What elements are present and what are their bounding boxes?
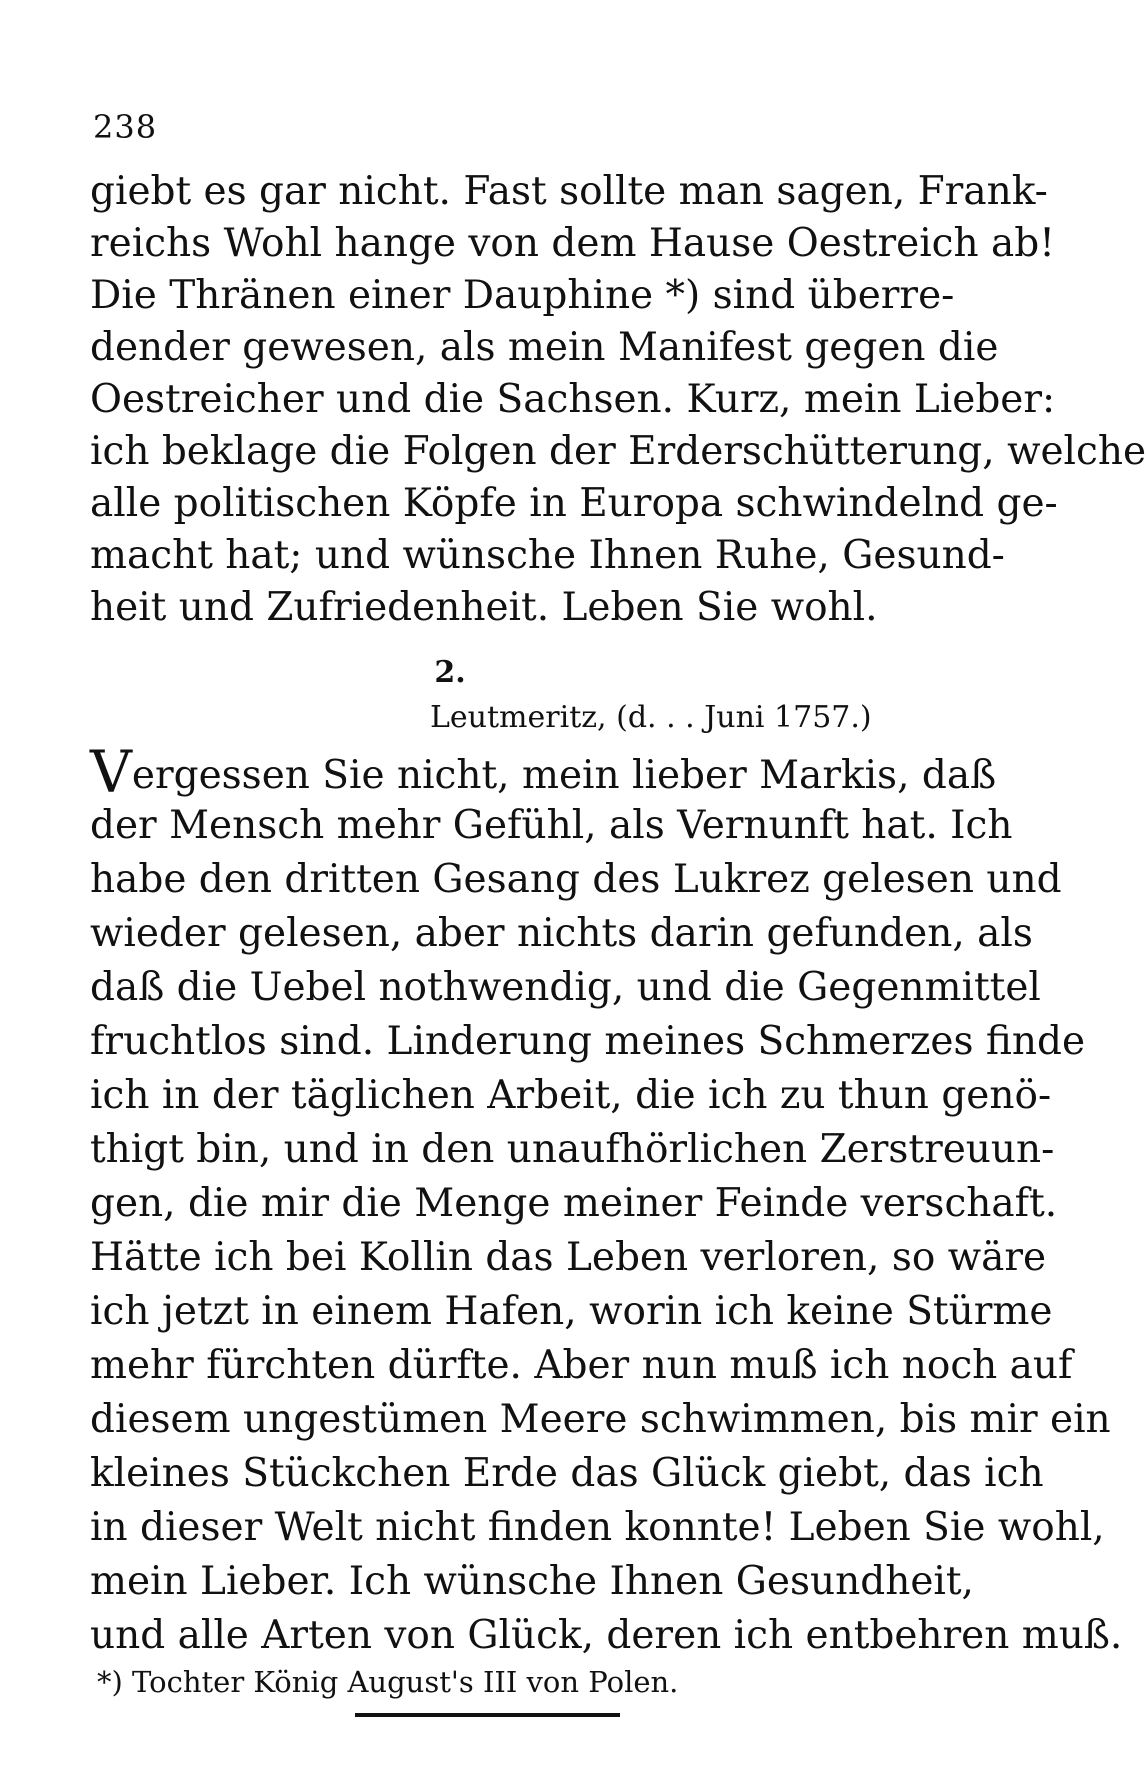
drop-cap: V [90, 738, 132, 806]
footnote: *) Tochter König August's III von Polen. [97, 1665, 679, 1699]
page-number: 238 [93, 108, 158, 146]
text-line: Die Thränen einer Dauphine *) sind überre- [90, 273, 955, 318]
text-line: ich jetzt in einem Hafen, worin ich keine Stürme [90, 1289, 1053, 1334]
text-line: reichs Wohl hange von dem Hause Oestreich ab! [90, 221, 1055, 266]
text-line: ich beklage die Folgen der Erderschütterung, welche [90, 429, 1146, 474]
text-line: ich in der täglichen Arbeit, die ich zu thun genö- [90, 1073, 1052, 1118]
text-line: thigt bin, und in den unaufhörlichen Zerstreuun- [90, 1127, 1055, 1172]
section-number: 2. [434, 655, 466, 690]
text-line: und alle Arten von Glück, deren ich entbehren muß. [90, 1613, 1123, 1658]
text-line: in dieser Welt nicht finden konnte! Leben Sie wohl, [90, 1505, 1105, 1550]
first-line-text: ergessen Sie nicht, mein lieber Markis, daß [131, 753, 997, 798]
text-line: daß die Uebel nothwendig, und die Gegenmittel [90, 965, 1041, 1010]
text-line: mehr fürchten dürfte. Aber nun muß ich noch auf [90, 1343, 1073, 1388]
text-line: kleines Stückchen Erde das Glück giebt, das ich [90, 1451, 1044, 1496]
text-line: fruchtlos sind. Linderung meines Schmerzes finde [90, 1019, 1086, 1064]
text-line: Hätte ich bei Kollin das Leben verloren, so wäre [90, 1235, 1047, 1280]
text-line: dender gewesen, als mein Manifest gegen die [90, 325, 999, 370]
text-line: giebt es gar nicht. Fast sollte man sagen, Frank- [90, 169, 1048, 214]
text-line: diesem ungestümen Meere schwimmen, bis mir ein [90, 1397, 1111, 1442]
text-line: alle politischen Köpfe in Europa schwindelnd ge- [90, 481, 1058, 526]
text-line: macht hat; und wünsche Ihnen Ruhe, Gesund- [90, 533, 1005, 578]
text-line: habe den dritten Gesang des Lukrez gelesen und [90, 857, 1062, 902]
text-line: der Mensch mehr Gefühl, als Vernunft hat. Ich [90, 803, 1013, 848]
text-line: gen, die mir die Menge meiner Feinde verschaft. [90, 1181, 1058, 1226]
dateline: Leutmeritz, (d. . . Juni 1757.) [430, 700, 872, 735]
text-line: mein Lieber. Ich wünsche Ihnen Gesundheit, [90, 1559, 974, 1604]
footnote-rule [355, 1713, 620, 1717]
text-line: wieder gelesen, aber nichts darin gefunden, als [90, 911, 1033, 956]
text-line: heit und Zufriedenheit. Leben Sie wohl. [90, 585, 878, 630]
text-line [90, 738, 997, 806]
text-line: Oestreicher und die Sachsen. Kurz, mein Lieber: [90, 377, 1056, 422]
